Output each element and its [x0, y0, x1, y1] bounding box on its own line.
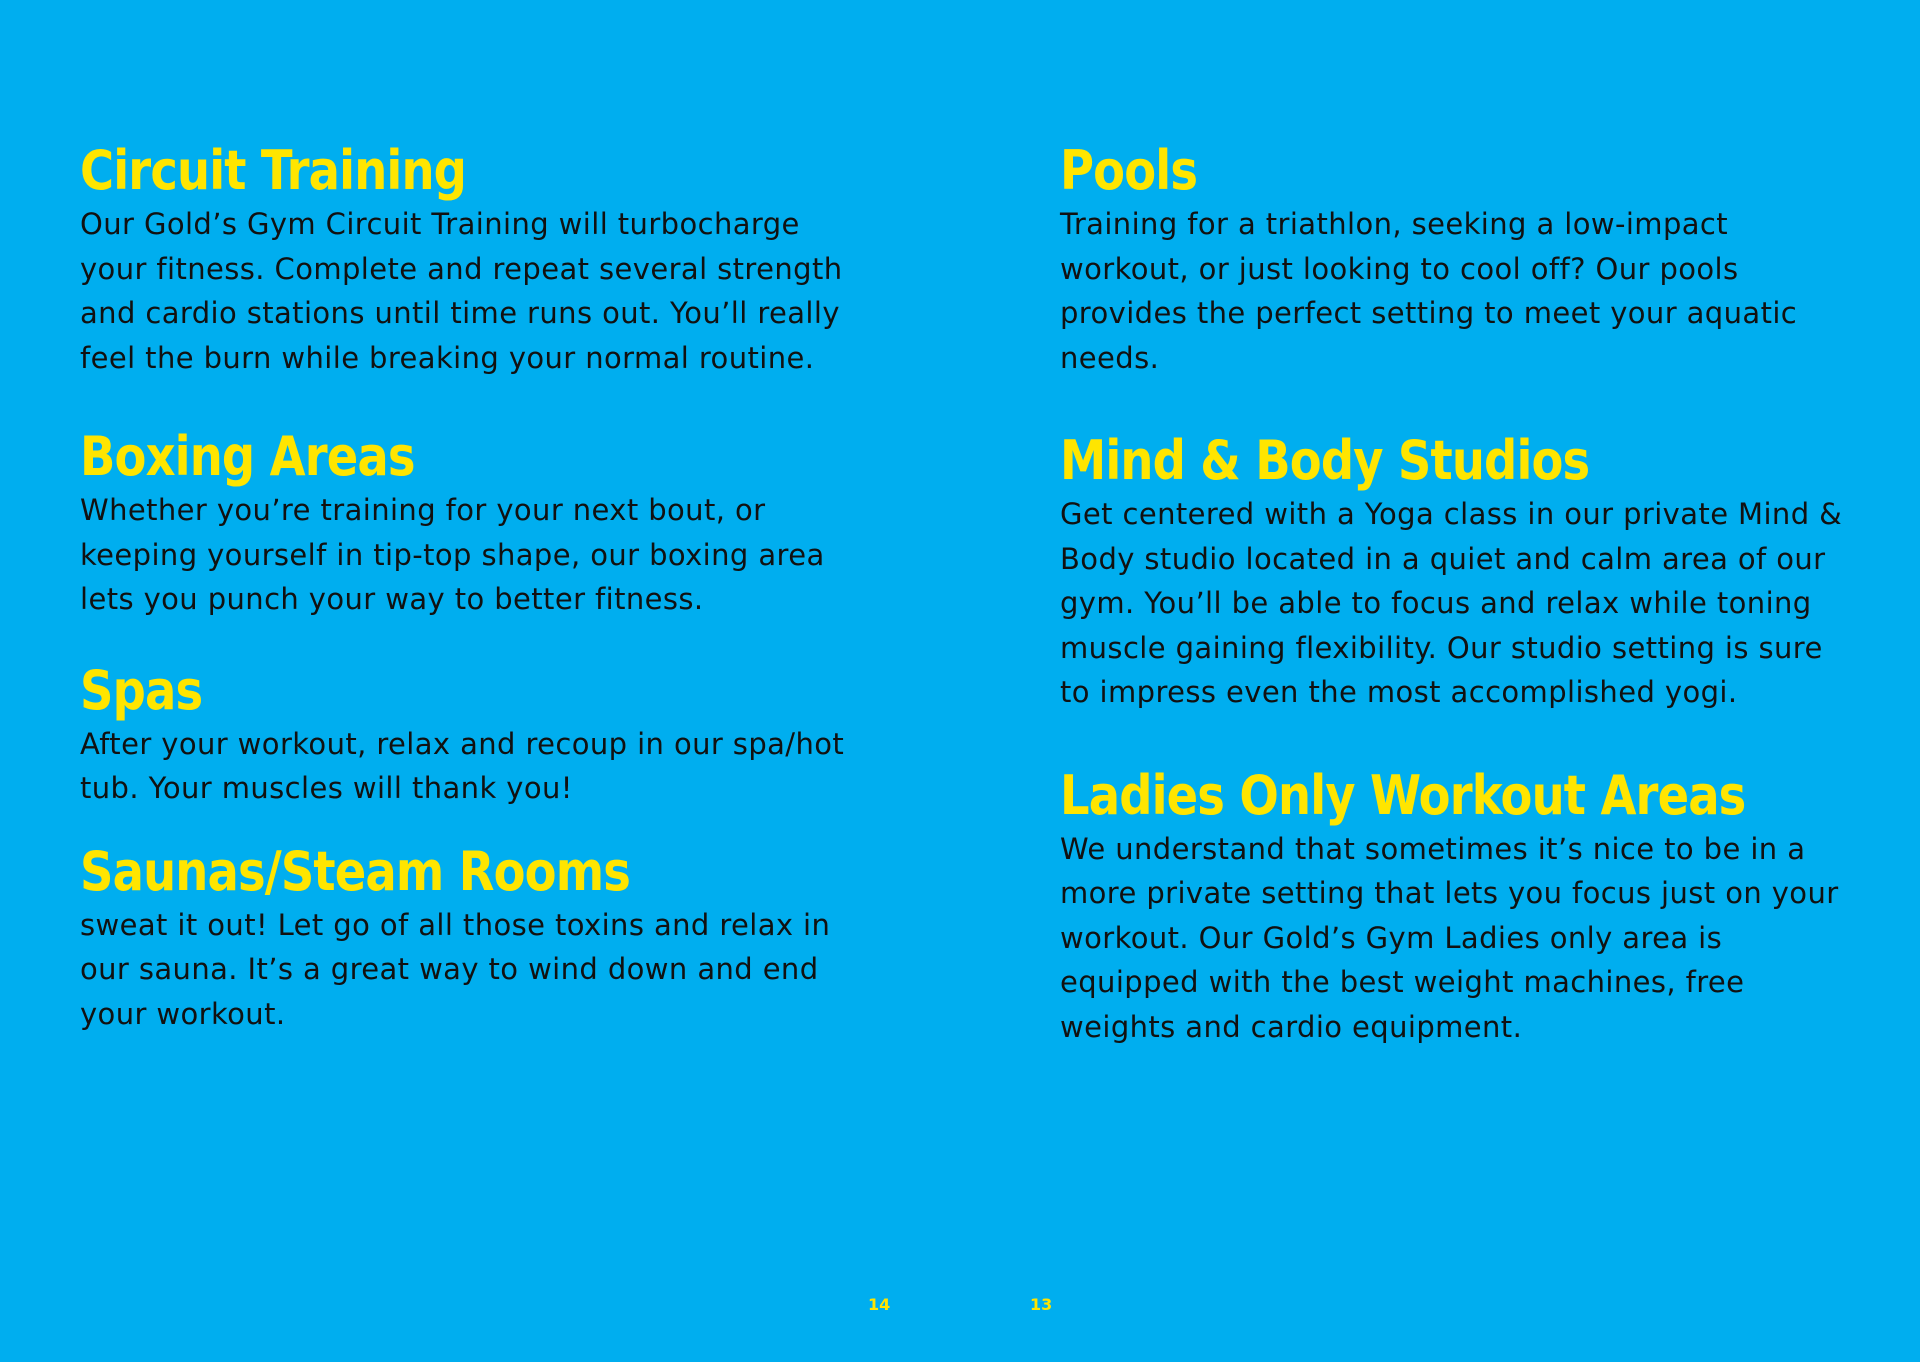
- section-body: Training for a triathlon, seeking a low-impact workout, or just looking to cool off? Our pools provides the perfect setting to meet your aquatic needs.: [1060, 207, 1798, 375]
- section-saunas-steam-rooms: [80, 841, 860, 1037]
- section-body: Get centered with a Yoga class in our private Mind & Body studio located in a quiet and calm area of our gym. You’ll be able to focus and relax while toning muscle gaining flexibility. Our studio setting is sure to impress even the most accomplished yogi.: [1060, 497, 1843, 709]
- section-pools: [1060, 140, 1860, 380]
- left-page-column: [80, 140, 860, 1036]
- page-number-left: 14: [868, 1295, 891, 1314]
- section-heading: Saunas/Steam Rooms: [80, 839, 631, 903]
- section-heading: Circuit Training: [80, 139, 467, 202]
- section-body: sweat it out! Let go of all those toxins and relax in our sauna. It’s a great way to wind down and end your workout.: [80, 907, 831, 1031]
- section-spas: [80, 660, 860, 811]
- page-number-right: 13: [1030, 1295, 1053, 1314]
- section-heading: Boxing Areas: [80, 425, 415, 488]
- section-boxing-areas: [80, 426, 860, 622]
- section-mind-body-studios: [1060, 430, 1860, 715]
- section-body: Whether you’re training for your next bout, or keeping yourself in tip-top shape, our boxing area lets you punch your way to better fitness.: [80, 493, 825, 616]
- right-page-column: [1060, 140, 1860, 1049]
- section-heading: Ladies Only Workout Areas: [1060, 763, 1746, 827]
- section-heading: Pools: [1060, 139, 1198, 202]
- section-heading: Mind & Body Studios: [1060, 429, 1590, 492]
- section-body: After your workout, relax and recoup in our spa/hot tub. Your muscles will thank you!: [80, 726, 845, 805]
- section-heading: Spas: [80, 658, 203, 722]
- section-ladies-only-workout-areas: [1060, 765, 1860, 1050]
- section-circuit-training: [80, 140, 860, 380]
- section-body: We understand that sometimes it’s nice to be in a more private setting that lets you focus just on your workout. Our Gold’s Gym Ladies only area is equipped with the best weight machines, free weights and cardio equipment.: [1060, 831, 1839, 1044]
- section-body: Our Gold’s Gym Circuit Training will turbocharge your fitness. Complete and repeat several strength and cardio stations until time runs out. You’ll really feel the burn while breaking your normal routine.: [80, 207, 843, 375]
